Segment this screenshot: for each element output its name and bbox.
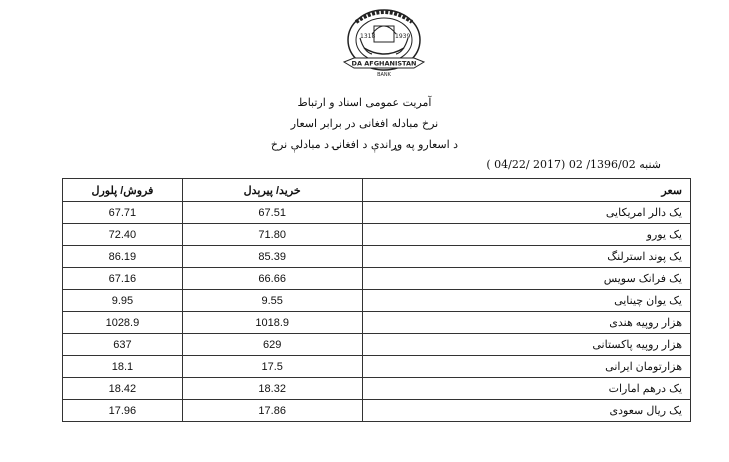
table-row [63, 312, 691, 334]
table-row [63, 268, 691, 290]
seal-year-right: 1939 [395, 33, 411, 40]
table-row [63, 202, 691, 224]
buy-rate: 1018.9 [182, 312, 362, 334]
table-row [63, 224, 691, 246]
date-line: شنبه 1396/02/ 02 (2017 /04/22 ) [486, 158, 661, 171]
central-bank-seal [336, 8, 432, 80]
table-row [63, 334, 691, 356]
sell-rate: 72.40 [63, 224, 183, 246]
buy-rate: 85.39 [182, 246, 362, 268]
currency-name: یک یورو [362, 224, 690, 246]
currency-column-header: سعر [362, 179, 690, 202]
buy-rate: 18.32 [182, 378, 362, 400]
currency-name: یک ریال سعودی [362, 400, 690, 422]
currency-name: هزار روپیه هندی [362, 312, 690, 334]
currency-name: یک فرانک سویس [362, 268, 690, 290]
buy-rate: 17.5 [182, 356, 362, 378]
buy-rate: 629 [182, 334, 362, 356]
sell-rate: 17.96 [63, 400, 183, 422]
document-title-pashto: د اسعارو په وړاندې د افغانۍ د مبادلې نرخ [270, 138, 459, 151]
buy-rate: 67.51 [182, 202, 362, 224]
currency-name: یک یوان چینایی [362, 290, 690, 312]
sell-rate: 67.71 [63, 202, 183, 224]
sell-rate: 637 [63, 334, 183, 356]
sell-rate: 18.1 [63, 356, 183, 378]
department-title: آمریت عمومی اسناد و ارتباط [297, 96, 432, 109]
seal-sub-text: BANK [377, 72, 391, 78]
table-row [63, 356, 691, 378]
currency-name: یک پوند استرلنگ [362, 246, 690, 268]
document-title-dari: نرخ مبادله افغانی در برابر اسعار [290, 117, 439, 130]
table-row [63, 290, 691, 312]
seal-ribbon-text: DA AFGHANISTAN [351, 59, 417, 68]
sell-rate: 67.16 [63, 268, 183, 290]
sell-rate: 18.42 [63, 378, 183, 400]
buy-column-header: خرید/ پیرېدل [182, 179, 362, 202]
buy-rate: 17.86 [182, 400, 362, 422]
seal-year-left: 1318 [360, 33, 376, 40]
table-row [63, 400, 691, 422]
table-row [63, 246, 691, 268]
currency-name: یک دالر امریکایی [362, 202, 690, 224]
currency-name: هزار روپیه پاکستانی [362, 334, 690, 356]
currency-name: یک درهم امارات [362, 378, 690, 400]
exchange-rate-table [62, 178, 691, 422]
buy-rate: 71.80 [182, 224, 362, 246]
buy-rate: 66.66 [182, 268, 362, 290]
buy-rate: 9.55 [182, 290, 362, 312]
sell-rate: 1028.9 [63, 312, 183, 334]
currency-name: هزارتومان ایرانی [362, 356, 690, 378]
sell-rate: 86.19 [63, 246, 183, 268]
table-row [63, 378, 691, 400]
sell-rate: 9.95 [63, 290, 183, 312]
sell-column-header: فروش/ پلورل [63, 179, 183, 202]
table-header-row [63, 179, 691, 202]
